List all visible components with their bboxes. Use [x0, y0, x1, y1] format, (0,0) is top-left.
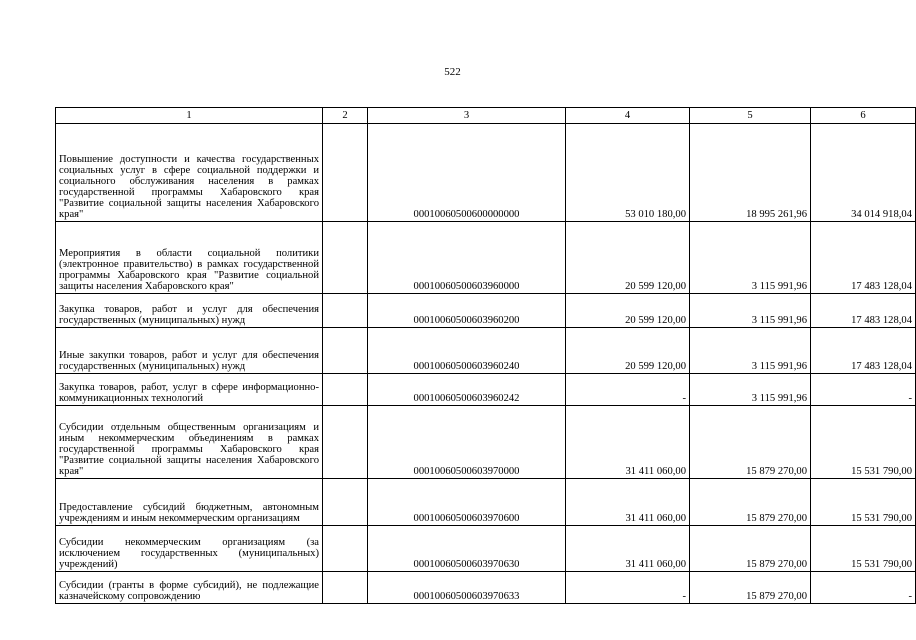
- row-name: Закупка товаров, работ, услуг в сфере информационно-коммуникационных технологий: [56, 374, 323, 406]
- row-code: 00010060500603970600: [368, 479, 566, 526]
- row-col-2: [323, 572, 368, 604]
- row-col-5: 3 115 991,96: [690, 374, 811, 406]
- row-name: Субсидии (гранты в форме субсидий), не подлежащие казначейскому сопровождению: [56, 572, 323, 604]
- row-code: 00010060500603960000: [368, 222, 566, 294]
- row-code: 00010060500603970630: [368, 526, 566, 572]
- row-col-2: [323, 328, 368, 374]
- table-row: [56, 572, 916, 604]
- row-name: Предоставление субсидий бюджетным, автономным учреждениям и иным некоммерческим организациям: [56, 479, 323, 526]
- row-col-2: [323, 294, 368, 328]
- header-col-3: 3: [368, 108, 566, 124]
- header-col-4: 4: [566, 108, 690, 124]
- row-col-5: 3 115 991,96: [690, 222, 811, 294]
- row-col-5: 3 115 991,96: [690, 294, 811, 328]
- table-row: [56, 526, 916, 572]
- table-header: [56, 108, 916, 124]
- row-col-6: 17 483 128,04: [811, 294, 916, 328]
- row-code: 00010060500603960200: [368, 294, 566, 328]
- budget-table: [55, 107, 916, 604]
- header-col-1: 1: [56, 108, 323, 124]
- row-col-2: [323, 222, 368, 294]
- row-col-4: -: [566, 374, 690, 406]
- row-col-2: [323, 479, 368, 526]
- row-col-5: 15 879 270,00: [690, 406, 811, 479]
- row-col-5: 15 879 270,00: [690, 479, 811, 526]
- row-col-6: -: [811, 572, 916, 604]
- row-name: Субсидии некоммерческим организациям (за исключением государственных (муниципальных) учреждений): [56, 526, 323, 572]
- row-col-5: 3 115 991,96: [690, 328, 811, 374]
- row-col-4: 31 411 060,00: [566, 526, 690, 572]
- row-col-6: 15 531 790,00: [811, 526, 916, 572]
- table-row: [56, 406, 916, 479]
- row-col-4: -: [566, 572, 690, 604]
- row-col-2: [323, 406, 368, 479]
- row-col-5: 18 995 261,96: [690, 124, 811, 222]
- row-col-5: 15 879 270,00: [690, 572, 811, 604]
- row-code: 00010060500600000000: [368, 124, 566, 222]
- table-row: [56, 374, 916, 406]
- page-number: 522: [444, 66, 461, 78]
- table-row: [56, 479, 916, 526]
- row-col-6: 15 531 790,00: [811, 406, 916, 479]
- header-col-6: 6: [811, 108, 916, 124]
- row-col-2: [323, 124, 368, 222]
- row-col-4: 31 411 060,00: [566, 479, 690, 526]
- table-row: [56, 124, 916, 222]
- row-col-6: -: [811, 374, 916, 406]
- row-name: Мероприятия в области социальной политики (электронное правительство) в рамках государственной программы Хабаровского края "Развитие социальной защиты населения Хабаровского края": [56, 222, 323, 294]
- row-code: 00010060500603960240: [368, 328, 566, 374]
- row-col-4: 31 411 060,00: [566, 406, 690, 479]
- row-name: Субсидии отдельным общественным организациям и иным некоммерческим объединениям в рамках государственной программы Хабаровского края "Развитие социальной защиты населения Хабаровского края": [56, 406, 323, 479]
- row-col-4: 20 599 120,00: [566, 328, 690, 374]
- row-col-6: 17 483 128,04: [811, 328, 916, 374]
- row-col-2: [323, 526, 368, 572]
- row-col-6: 17 483 128,04: [811, 222, 916, 294]
- table-row: [56, 294, 916, 328]
- row-code: 00010060500603960242: [368, 374, 566, 406]
- row-code: 00010060500603970000: [368, 406, 566, 479]
- table-row: [56, 328, 916, 374]
- row-name: Закупка товаров, работ и услуг для обеспечения государственных (муниципальных) нужд: [56, 294, 323, 328]
- table-row: [56, 222, 916, 294]
- row-col-2: [323, 374, 368, 406]
- header-row: [56, 108, 916, 124]
- row-col-4: 53 010 180,00: [566, 124, 690, 222]
- header-col-2: 2: [323, 108, 368, 124]
- row-col-4: 20 599 120,00: [566, 222, 690, 294]
- row-name: Иные закупки товаров, работ и услуг для обеспечения государственных (муниципальных) нужд: [56, 328, 323, 374]
- row-name: Повышение доступности и качества государственных социальных услуг в сфере социальной поддержки и социального обслуживания населения в рамках государственной программы Хабаровского края "Развитие социальной защиты населения Хабаровского края": [56, 124, 323, 222]
- row-col-5: 15 879 270,00: [690, 526, 811, 572]
- table-body: [56, 124, 916, 604]
- header-col-5: 5: [690, 108, 811, 124]
- row-col-6: 15 531 790,00: [811, 479, 916, 526]
- row-code: 00010060500603970633: [368, 572, 566, 604]
- row-col-6: 34 014 918,04: [811, 124, 916, 222]
- row-col-4: 20 599 120,00: [566, 294, 690, 328]
